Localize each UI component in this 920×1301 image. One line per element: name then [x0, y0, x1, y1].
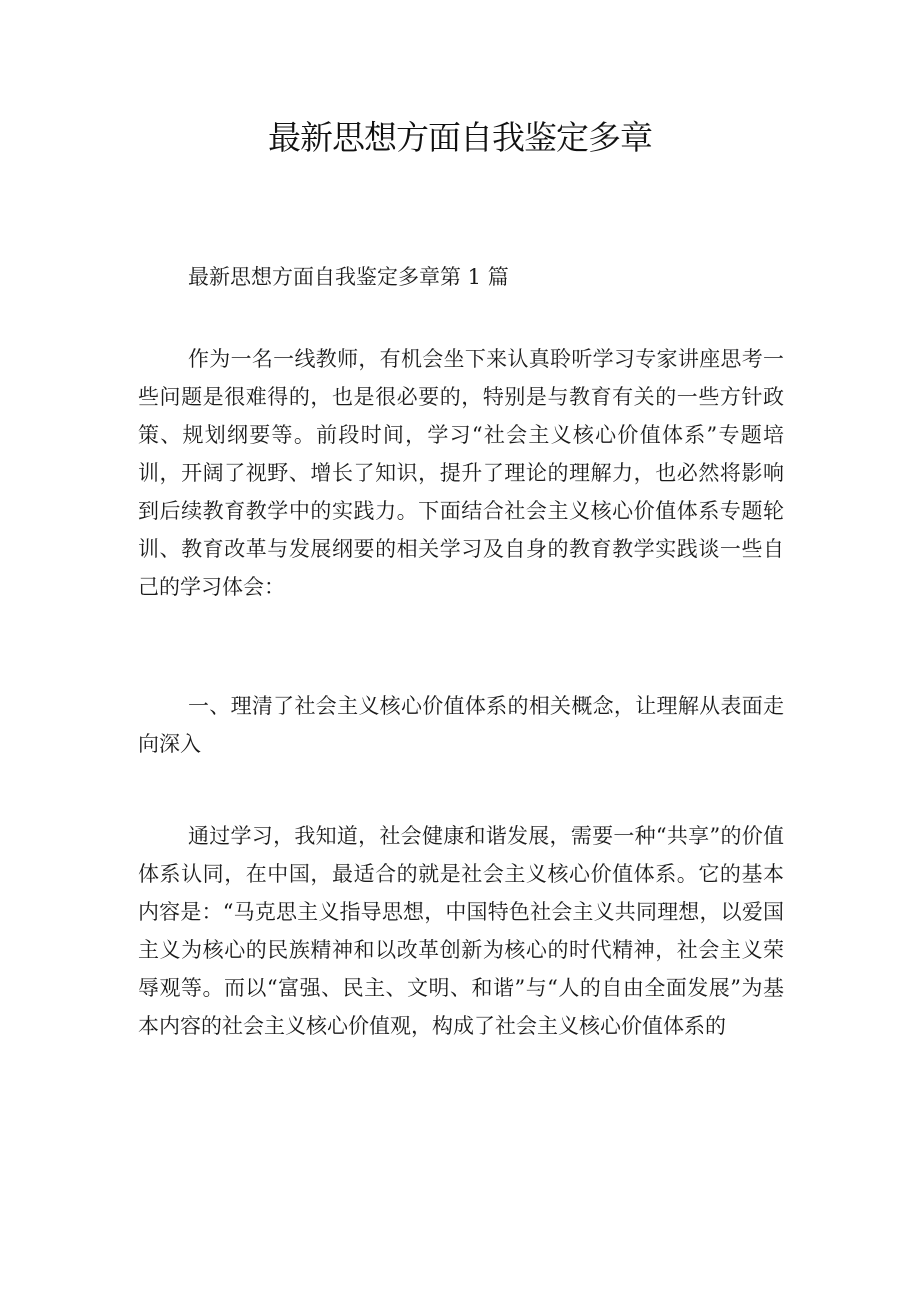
paragraph-point-one-heading: 一、理清了社会主义核心价值体系的相关概念，让理解从表面走向深入 — [138, 694, 784, 756]
paragraph-point-one-body: 通过学习，我知道，社会健康和谐发展，需要一种“共享”的价值体系认同，在中国，最适合的就是社会主义核心价值体系。它的基本内容是：“马克思主义指导思想，中国特色社会主义共同理想，以爱国主义为核心的民族精神和以改革创新为核心的时代精神，社会主义荣辱观等。而以“富强、民主、文明、和谐”与“人的自由全面发展”为基本内容的社会主义核心价值观，构成了社会主义核心价值体系的 — [138, 824, 784, 1038]
section-heading: 最新思想方面自我鉴定多章第 1 篇 — [188, 265, 509, 289]
document-title: 最新思想方面自我鉴定多章 — [268, 118, 652, 157]
paragraph-intro: 作为一名一线教师，有机会坐下来认真聆听学习专家讲座思考一些问题是很难得的，也是很必要的，特别是与教育有关的一些方针政策、规划纲要等。前段时间，学习“社会主义核心价值体系”专题培训，开阔了视野、增长了知识，提升了理论的理解力，也必然将影响到后续教育教学中的实践力。下面结合社会主义核心价值体系专题轮训、教育改革与发展纲要的相关学习及自身的教育教学实践谈一些自己的学习体会： — [138, 347, 784, 599]
